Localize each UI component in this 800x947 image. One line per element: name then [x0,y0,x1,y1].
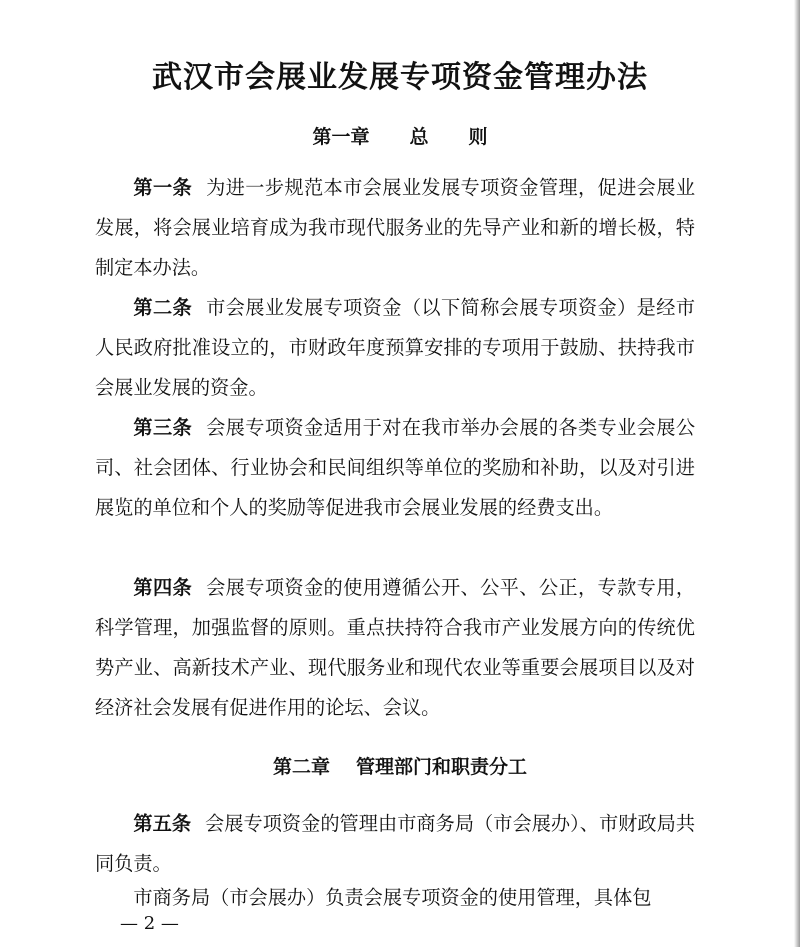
article-5-paragraph-2 [95,878,695,918]
article-text: 会展专项资金适用于对在我市举办会展的各类专业会展公司、社会团体、行业协会和民间组织等单位的奖励和补助，以及对引进展览的单位和个人的奖励等促进我市会展业发展的经费支出。 [95,416,696,519]
article-1 [95,168,695,288]
article-text: 为进一步规范本市会展业发展专项资金管理，促进会展业发展，将会展业培育成为我市现代服务业的先导产业和新的增长极，特制定本办法。 [95,176,696,279]
article-label: 第三条 [133,416,193,439]
article-2 [95,288,695,408]
chapter-1-name-b: 则 [468,126,488,148]
article-label: 第一条 [133,176,193,199]
chapter-2-heading [0,752,800,779]
chapter-2-name: 管理部门和职责分工 [356,756,528,778]
article-4 [95,568,695,728]
chapter-2-number: 第二章 [272,756,330,778]
article-text: 会展专项资金的使用遵循公开、公平、公正，专款专用，科学管理，加强监督的原则。重点扶持符合我市产业发展方向的传统优势产业、高新技术产业、现代服务业和现代农业等重要会展项目以及对经济社会发展有促进作用的论坛、会议。 [95,576,696,719]
article-label: 第五条 [133,812,192,835]
article-text: 市商务局（市会展办）负责会展专项资金的使用管理，具体包 [133,886,652,909]
article-label: 第四条 [133,576,193,599]
chapter-1-name-a: 总 [409,126,429,148]
page-number: — 2 — [120,913,179,934]
article-5 [95,804,695,884]
article-text: 会展专项资金的管理由市商务局（市会展办）、市财政局共同负责。 [95,812,696,875]
chapter-1-heading [0,122,800,149]
document-title: 武汉市会展业发展专项资金管理办法 [152,60,648,95]
article-3 [95,408,695,528]
article-label: 第二条 [133,296,193,319]
article-text: 市会展业发展专项资金（以下简称会展专项资金）是经市人民政府批准设立的，市财政年度预算安排的专项用于鼓励、扶持我市会展业发展的资金。 [95,296,696,399]
chapter-1-number: 第一章 [312,126,370,148]
page-edge-shadow [794,0,800,947]
